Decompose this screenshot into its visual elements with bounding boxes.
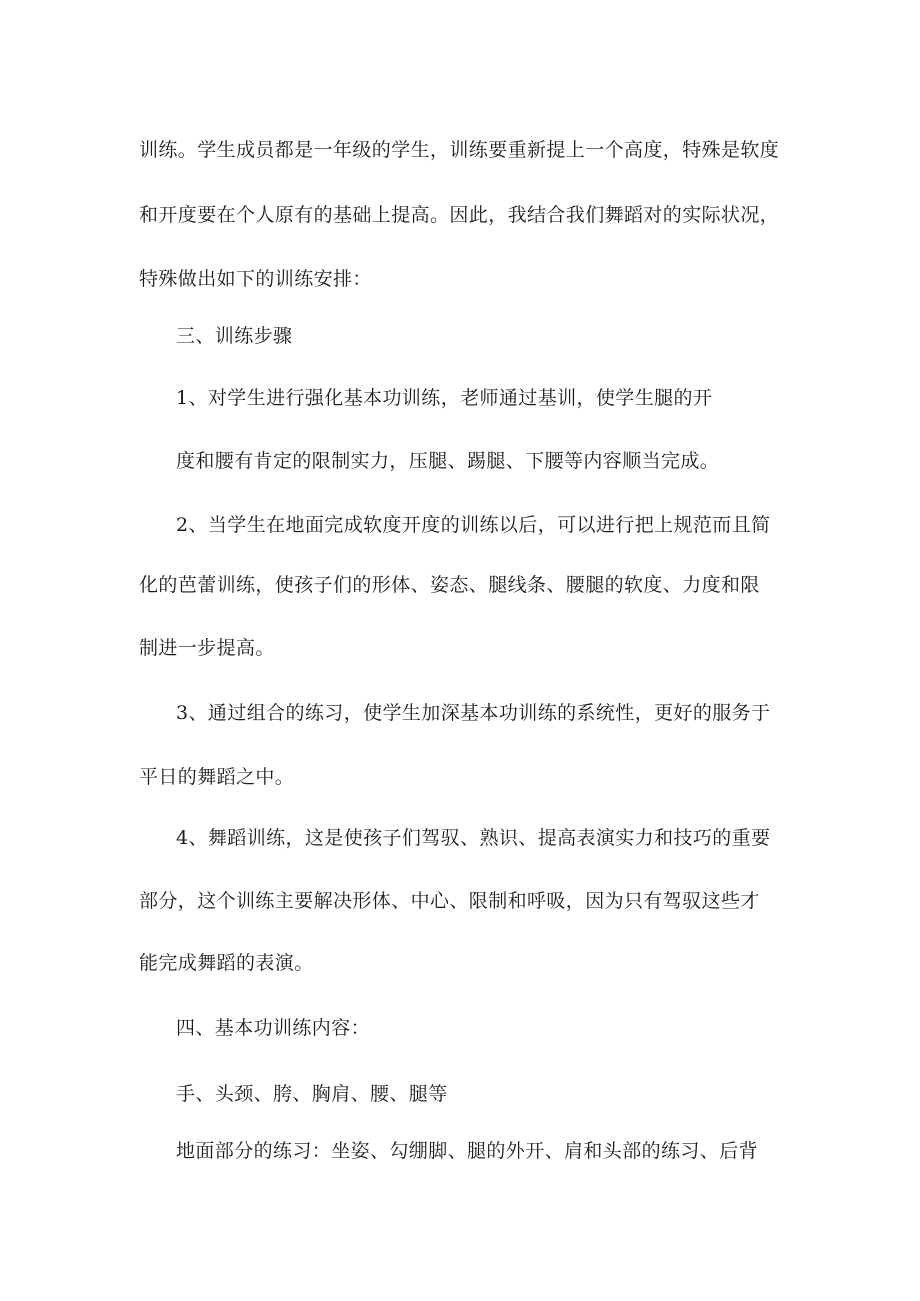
- text-line: 部分，这个训练主要解决形体、中心、限制和呼吸，因为只有驾驭这些才: [139, 890, 760, 912]
- text-line: 度和腰有肯定的限制实力，压腿、踢腿、下腰等内容顺当完成。: [176, 450, 720, 472]
- text-line: 1、对学生进行强化基本功训练，老师通过基训，使学生腿的开: [176, 387, 713, 409]
- text-line: 2、当学生在地面完成软度开度的训练以后，可以进行把上规范而且简: [176, 514, 771, 536]
- text-line: 手、头颈、胯、胸肩、腰、腿等: [176, 1083, 448, 1105]
- section-heading-basic-training-content: 四、基本功训练内容：: [176, 1017, 371, 1039]
- text-line: 3、通过组合的练习，使学生加深基本功训练的系统性，更好的服务于: [176, 702, 771, 724]
- section-heading-training-steps: 三、训练步骤: [176, 325, 293, 347]
- text-line: 化的芭蕾训练，使孩子们的形体、姿态、腿线条、腰腿的软度、力度和限: [139, 574, 760, 596]
- text-line: 和开度要在个人原有的基础上提高。因此，我结合我们舞蹈对的实际状况，: [139, 204, 780, 226]
- text-line: 制进一步提高。: [139, 637, 275, 659]
- text-line: 训练。学生成员都是一年级的学生，训练要重新提上一个高度，特殊是软度: [139, 139, 780, 161]
- text-line: 地面部分的练习：坐姿、勾绷脚、腿的外开、肩和头部的练习、后背: [176, 1140, 759, 1162]
- text-line: 4、舞蹈训练，这是使孩子们驾驭、熟识、提高表演实力和技巧的重要: [176, 827, 771, 849]
- text-line: 特殊做出如下的训练安排：: [139, 268, 372, 290]
- text-line: 能完成舞蹈的表演。: [139, 952, 314, 974]
- text-line: 平日的舞蹈之中。: [139, 766, 295, 788]
